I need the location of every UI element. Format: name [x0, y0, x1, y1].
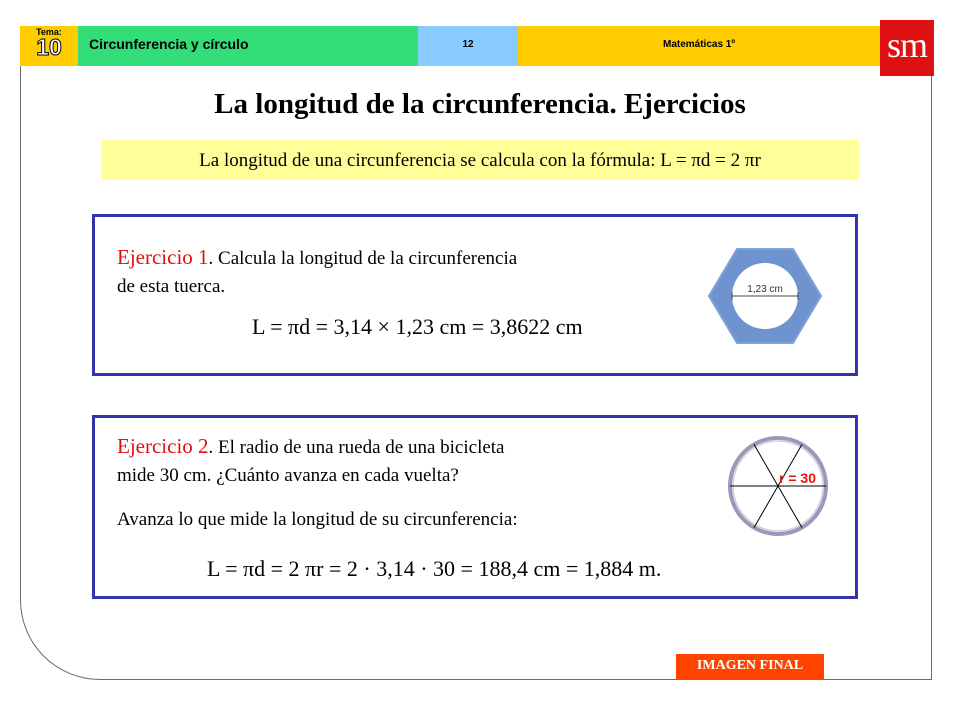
exercise-2-calculation: L = πd = 2 πr = 2 · 3,14 · 30 = 188,4 cm = 1,884 m.	[207, 556, 662, 581]
page-title: La longitud de la circunferencia. Ejercicios	[214, 88, 746, 120]
subject-title: Matemáticas 1º	[662, 39, 736, 50]
exercise-1-text-line1: . Calcula la longitud de la circunferencia	[208, 248, 518, 269]
logo-text: sm	[886, 25, 927, 65]
sm-logo	[880, 20, 934, 76]
tema-badge	[20, 26, 78, 66]
topic-title: Circunferencia y círculo	[89, 36, 249, 52]
exercise-2-statement	[117, 432, 677, 490]
tema-number: 10	[36, 34, 62, 60]
exercise-2-text-line1: . El radio de una rueda de una bicicleta	[208, 437, 505, 458]
tema-label: Tema:	[36, 27, 62, 37]
exercise-1-text-line2: de esta tuerca.	[117, 276, 226, 297]
formula-text: La longitud de una circunferencia se calcula con la fórmula: L = πd = 2 πr	[199, 150, 761, 171]
exercise-2-label: Ejercicio 2	[117, 434, 209, 458]
bicycle-wheel-image	[723, 434, 833, 544]
exercise-1-box	[92, 214, 858, 376]
image-final-label: IMAGEN FINAL	[696, 658, 804, 673]
exercise-2-box	[92, 415, 858, 599]
page-number: 12	[462, 39, 474, 50]
exercise-1-statement	[117, 243, 657, 301]
exercise-1-calculation: L = πd = 3,14 × 1,23 cm = 3,8622 cm	[252, 314, 583, 339]
image-final-badge[interactable]	[676, 654, 824, 680]
topic-bar	[78, 26, 418, 66]
exercise-2-text-line3: Avanza lo que mide la longitud de su circunferencia:	[117, 509, 518, 530]
wheel-radius-label: r = 30	[779, 470, 816, 486]
exercise-1-label: Ejercicio 1	[117, 245, 209, 269]
subject-bar	[518, 26, 880, 66]
exercise-2-text-line2: mide 30 cm. ¿Cuánto avanza en cada vuelta?	[117, 465, 459, 486]
page-number-bar	[418, 26, 518, 66]
formula-banner	[101, 140, 859, 180]
hex-nut-image	[707, 247, 823, 345]
nut-diameter-label: 1,23 cm	[747, 284, 783, 295]
